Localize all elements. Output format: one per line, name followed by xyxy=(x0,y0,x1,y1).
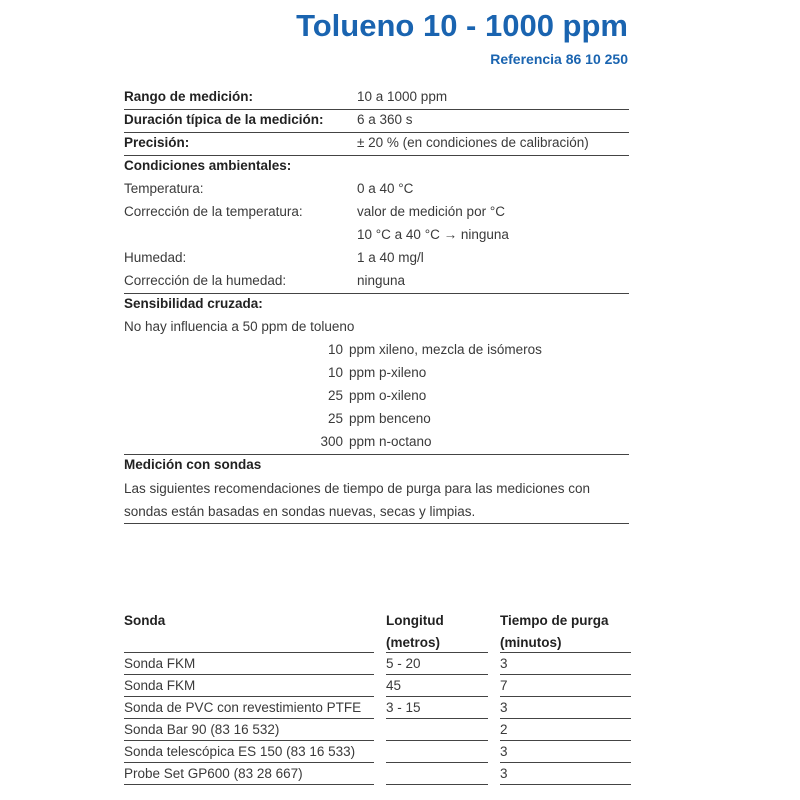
table-header-purge-time-unit: (minutos) xyxy=(500,635,562,650)
probe-name: Probe Set GP600 (83 28 667) xyxy=(124,766,303,781)
reference-number: Referencia 86 10 250 xyxy=(490,51,628,67)
table-rule xyxy=(386,652,488,653)
table-rule xyxy=(500,740,631,741)
probes-text-line: sondas están basadas en sondas nuevas, secas y limpias. xyxy=(124,504,476,519)
probes-text-line: Las siguientes recomendaciones de tiempo de purga para las mediciones con xyxy=(124,481,591,496)
table-rule xyxy=(386,696,488,697)
table-rule xyxy=(500,674,631,675)
divider xyxy=(124,454,629,455)
cross-amount: 300 xyxy=(320,434,343,449)
cross-amount: 10 xyxy=(327,365,343,380)
spec-label: Duración típica de la medición: xyxy=(124,112,324,127)
probe-name: Sonda FKM xyxy=(124,656,196,671)
ambient-value: valor de medición por °C xyxy=(357,204,505,219)
table-rule xyxy=(500,784,631,785)
table-rule xyxy=(124,652,374,653)
ambient-value: 1 a 40 mg/l xyxy=(357,250,424,265)
probe-purge-time: 3 xyxy=(500,744,508,759)
probe-purge-time: 2 xyxy=(500,722,508,737)
table-rule xyxy=(124,674,374,675)
spec-value: 10 a 1000 ppm xyxy=(357,89,448,104)
table-header-purge-time: Tiempo de purga xyxy=(500,613,609,628)
table-rule xyxy=(500,696,631,697)
cross-text: ppm o-xileno xyxy=(349,388,427,403)
ambient-heading: Condiciones ambientales: xyxy=(124,158,292,173)
cross-amount: 10 xyxy=(327,342,343,357)
cross-text: ppm xileno, mezcla de isómeros xyxy=(349,342,542,357)
cross-amount: 25 xyxy=(327,411,343,426)
table-header-length: Longitud xyxy=(386,613,444,628)
spec-label: Precisión: xyxy=(124,135,190,150)
table-rule xyxy=(386,762,488,763)
ambient-value: ninguna xyxy=(357,273,406,288)
table-rule xyxy=(386,740,488,741)
divider xyxy=(124,109,629,110)
cross-intro: No hay influencia a 50 ppm de tolueno xyxy=(124,319,355,334)
table-rule xyxy=(124,784,374,785)
probes-heading: Medición con sondas xyxy=(124,457,262,472)
table-rule xyxy=(500,652,631,653)
spec-value: 6 a 360 s xyxy=(357,112,413,127)
table-rule xyxy=(124,696,374,697)
probe-length: 5 - 20 xyxy=(386,656,421,671)
cross-text: ppm n-octano xyxy=(349,434,432,449)
spec-label: Rango de medición: xyxy=(124,89,254,104)
cross-amount: 25 xyxy=(327,388,343,403)
divider xyxy=(124,132,629,133)
divider xyxy=(124,155,629,156)
probe-name: Sonda de PVC con revestimiento PTFE xyxy=(124,700,362,715)
probe-purge-time: 7 xyxy=(500,678,508,693)
table-rule xyxy=(386,784,488,785)
probe-length: 45 xyxy=(386,678,402,693)
table-rule xyxy=(124,740,374,741)
table-header-probe: Sonda xyxy=(124,613,166,628)
ambient-value: 10 °C a 40 °C → ninguna xyxy=(357,227,509,242)
ambient-value: 0 a 40 °C xyxy=(357,181,414,196)
probe-name: Sonda telescópica ES 150 (83 16 533) xyxy=(124,744,356,759)
probe-length: 3 - 15 xyxy=(386,700,421,715)
ambient-label: Corrección de la temperatura: xyxy=(124,204,303,219)
probe-name: Sonda FKM xyxy=(124,678,196,693)
table-rule xyxy=(124,762,374,763)
table-header-length-unit: (metros) xyxy=(386,635,441,650)
cross-heading: Sensibilidad cruzada: xyxy=(124,296,263,311)
probe-purge-time: 3 xyxy=(500,700,508,715)
table-rule xyxy=(500,718,631,719)
divider xyxy=(124,523,629,524)
table-rule xyxy=(124,718,374,719)
cross-text: ppm p-xileno xyxy=(349,365,427,380)
table-rule xyxy=(386,674,488,675)
cross-text: ppm benceno xyxy=(349,411,431,426)
ambient-label: Temperatura: xyxy=(124,181,204,196)
table-rule xyxy=(500,762,631,763)
probe-purge-time: 3 xyxy=(500,766,508,781)
page-title: Tolueno 10 - 1000 ppm xyxy=(296,8,628,43)
probe-purge-time: 3 xyxy=(500,656,508,671)
table-rule xyxy=(386,718,488,719)
probe-name: Sonda Bar 90 (83 16 532) xyxy=(124,722,280,737)
ambient-label: Corrección de la humedad: xyxy=(124,273,287,288)
divider xyxy=(124,293,629,294)
ambient-label: Humedad: xyxy=(124,250,187,265)
spec-value: ± 20 % (en condiciones de calibración) xyxy=(357,135,589,150)
